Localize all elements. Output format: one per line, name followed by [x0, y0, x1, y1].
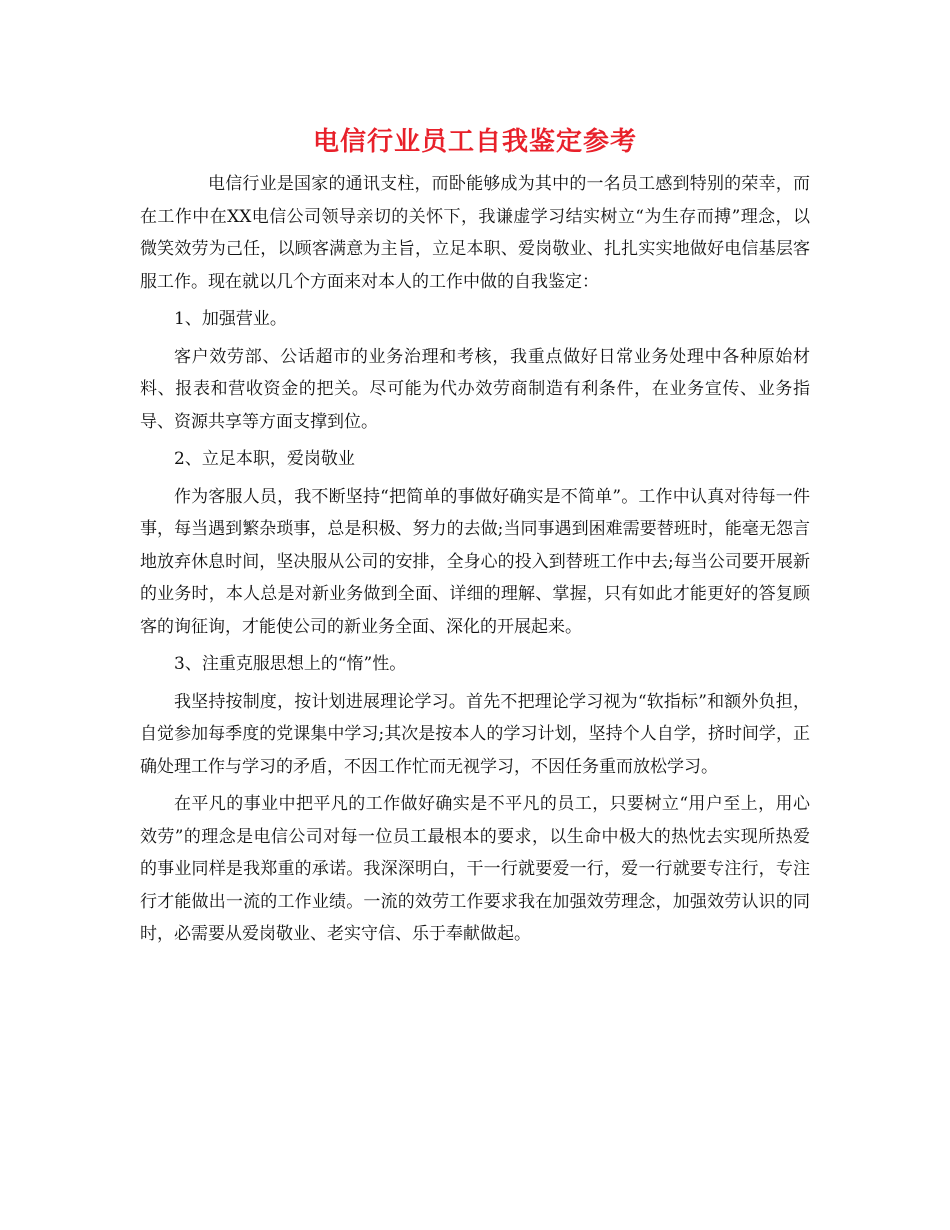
section-body-1: 客户效劳部、公话超市的业务治理和考核，我重点做好日常业务处理中各种原始材料、报表和营收资金的把关。尽可能为代办效劳商制造有利条件，在业务宣传、业务指导、资源共享等方面支撑到位。 [140, 346, 810, 432]
intro-paragraph: 电信行业是国家的通讯支柱，而卧能够成为其中的一名员工感到特别的荣幸，而在工作中在XX电信公司领导亲切的关怀下，我谦虚学习结实树立“为生存而搏”理念，以微笑效劳为己任，以顾客满意为主旨，立足本职、爱岗敬业、扎扎实实地做好电信基层客服工作。现在就以几个方面来对本人的工作中做的自我鉴定： [140, 174, 810, 292]
section-body-2: 作为客服人员，我不断坚持“把简单的事做好确实是不简单”。工作中认真对待每一件事，每当遇到繁杂琐事，总是积极、努力的去做;当同事遇到困难需要替班时，能毫无怨言地放弃休息时间，坚决服从公司的安排，全身心的投入到替班工作中去;每当公司要开展新的业务时，本人总是对新业务做到全面、详细的理解、掌握，只有如此才能更好的答复顾客的询征询，才能使公司的新业务全面、深化的开展起来。 [140, 486, 810, 637]
section-heading-1: 1、加强营业。 [174, 309, 287, 329]
closing-paragraph: 在平凡的事业中把平凡的工作做好确实是不平凡的员工，只要树立“用户至上，用心效劳”的理念是电信公司对每一位员工最根本的要求，以生命中极大的热忱去实现所热爱的事业同样是我郑重的承诺。我深深明白，干一行就要爱一行，爱一行就要专注行，专注行才能做出一流的工作业绩。一流的效劳工作要求我在加强效劳理念，加强效劳认识的同时，必需要从爱岗敬业、老实守信、乐于奉献做起。 [140, 794, 810, 944]
document-page [140, 122, 810, 951]
section-heading-3: 3、注重克服思想上的“惰”性。 [174, 654, 407, 674]
section-heading-2: 2、立足本职，爱岗敬业 [174, 449, 355, 469]
document-title: 电信行业员工自我鉴定参考 [312, 127, 637, 157]
section-body-3: 我坚持按制度，按计划进展理论学习。首先不把理论学习视为“软指标”和额外负担，自觉参加每季度的党课集中学习;其次是按本人的学习计划，坚持个人自学，挤时间学，正确处理工作与学习的矛盾，不因工作忙而无视学习，不因任务重而放松学习。 [140, 691, 810, 777]
